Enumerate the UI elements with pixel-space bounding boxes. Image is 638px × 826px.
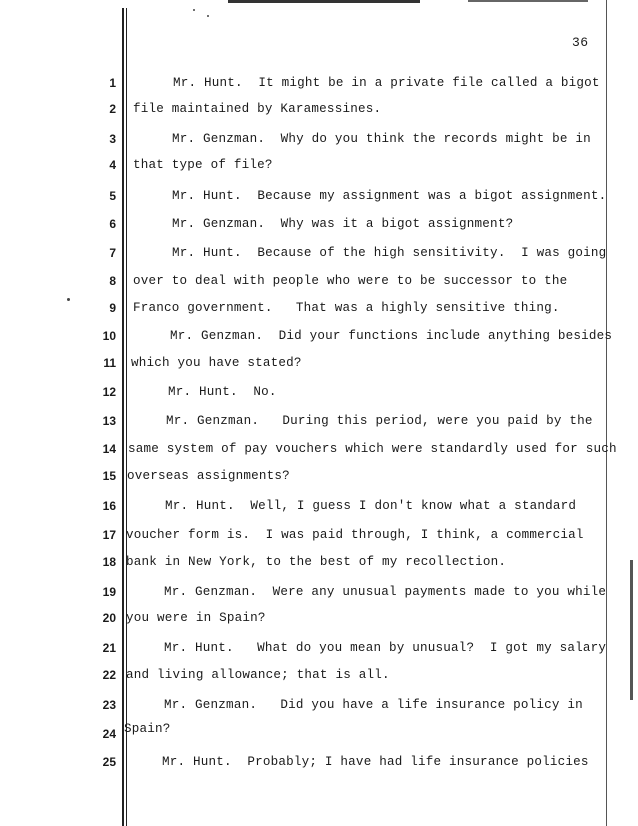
scan-speck — [193, 9, 195, 11]
transcript-line: Mr. Genzman. During this period, were you paid by the — [166, 414, 593, 428]
line-number: 25 — [102, 755, 116, 769]
transcript-line: Mr. Hunt. Well, I guess I don't know what a standard — [165, 499, 577, 513]
transcript-line: file maintained by Karamessines. — [133, 102, 382, 116]
scan-speck — [67, 298, 70, 301]
transcript-line: Mr. Genzman. Were any unusual payments made to you while — [164, 585, 607, 599]
line-number: 6 — [109, 217, 116, 231]
scan-mark — [228, 0, 420, 3]
transcript-line: overseas assignments? — [127, 469, 290, 483]
left-margin-rule — [126, 8, 127, 826]
transcript-line: Mr. Genzman. Did you have a life insurance policy in — [164, 698, 583, 712]
line-number: 16 — [102, 499, 116, 513]
transcript-line: Mr. Hunt. Because my assignment was a bigot assignment. — [172, 189, 607, 203]
transcript-line: Spain? — [124, 722, 171, 736]
line-number: 5 — [109, 189, 116, 203]
line-number: 12 — [102, 385, 116, 399]
transcript-line: Franco government. That was a highly sensitive thing. — [133, 301, 560, 315]
line-number: 11 — [103, 356, 116, 370]
transcript-line: Mr. Hunt. It might be in a private file called a bigot — [173, 76, 600, 90]
transcript-line: bank in New York, to the best of my recollection. — [126, 555, 507, 569]
line-number: 20 — [102, 611, 116, 625]
page-number: 36 — [572, 35, 589, 50]
right-edge-shadow — [630, 560, 633, 700]
line-number: 22 — [102, 668, 116, 682]
transcript-line: Mr. Hunt. No. — [168, 385, 277, 399]
transcript-line: which you have stated? — [131, 356, 302, 370]
line-number: 21 — [102, 641, 116, 655]
transcript-line: voucher form is. I was paid through, I think, a commercial — [126, 528, 584, 542]
line-number: 24 — [102, 727, 116, 741]
transcript-line: over to deal with people who were to be successor to the — [133, 274, 568, 288]
transcript-line: Mr. Hunt. Probably; I have had life insurance policies — [162, 755, 589, 769]
right-margin-rule — [606, 0, 607, 826]
line-number: 19 — [102, 585, 116, 599]
line-number: 14 — [102, 442, 116, 456]
line-number: 8 — [109, 274, 116, 288]
line-number: 9 — [109, 301, 116, 315]
transcript-line: same system of pay vouchers which were standardly used for such — [128, 442, 617, 456]
transcript-line: you were in Spain? — [126, 611, 266, 625]
scan-speck — [207, 15, 209, 17]
line-number: 10 — [102, 329, 116, 343]
line-number: 1 — [109, 76, 116, 90]
transcript-line: Mr. Hunt. What do you mean by unusual? I got my salary — [164, 641, 607, 655]
line-number: 3 — [109, 132, 116, 146]
transcript-line: Mr. Genzman. Why was it a bigot assignment? — [172, 217, 514, 231]
line-number: 7 — [109, 246, 116, 260]
line-number: 23 — [102, 698, 116, 712]
transcript-line: Mr. Hunt. Because of the high sensitivity. I was going — [172, 246, 607, 260]
transcript-line: Mr. Genzman. Why do you think the records might be in — [172, 132, 591, 146]
left-margin-rule — [122, 8, 124, 826]
line-number: 13 — [102, 414, 116, 428]
line-number: 2 — [109, 102, 116, 116]
line-number: 18 — [102, 555, 116, 569]
line-number: 4 — [109, 158, 116, 172]
transcript-line: and living allowance; that is all. — [126, 668, 390, 682]
line-number: 17 — [102, 528, 116, 542]
transcript-line: Mr. Genzman. Did your functions include anything besides — [170, 329, 613, 343]
line-number: 15 — [102, 469, 116, 483]
scan-mark — [468, 0, 588, 2]
transcript-line: that type of file? — [133, 158, 273, 172]
